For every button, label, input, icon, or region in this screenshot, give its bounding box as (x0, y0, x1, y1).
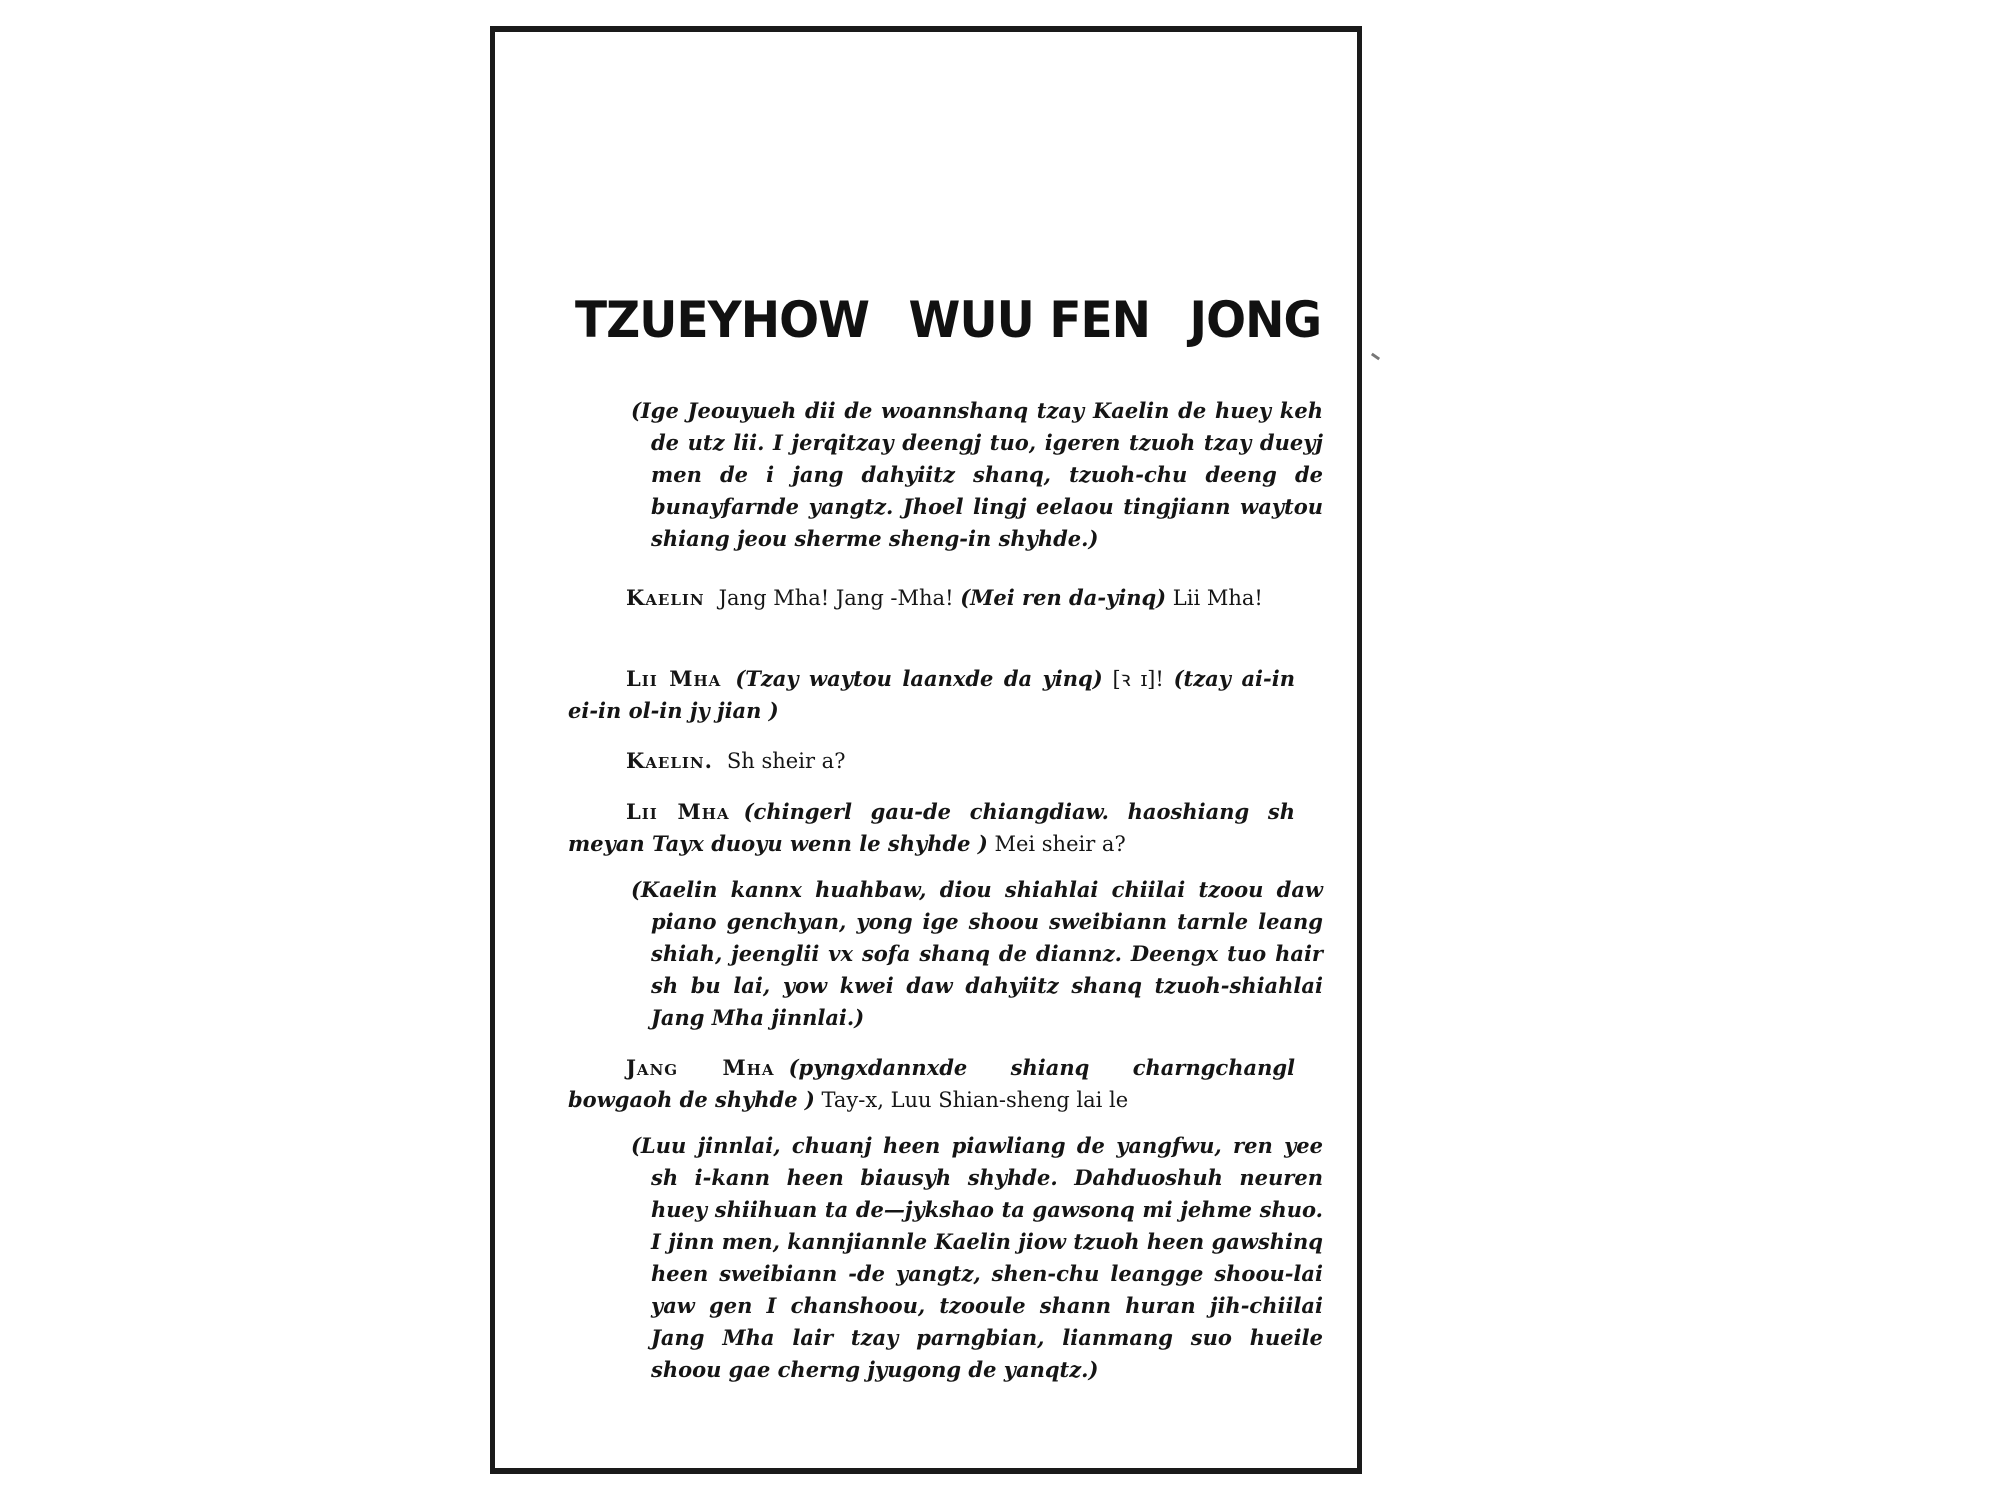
title-word-1: TZUEYHOW (575, 291, 870, 349)
dialogue-text: Mei sheir a? (987, 832, 1126, 856)
speaker-name: Jang Mha (626, 1055, 775, 1080)
inline-direction: (Tzay waytou laanxde da yinq) (735, 666, 1103, 691)
inline-direction: (pyngxdannxde shianq charngchangl bowgaoh de shyhde ) (568, 1055, 1295, 1112)
play-title (575, 285, 1322, 355)
title-word-2: WUU FEN (908, 291, 1151, 349)
dialogue-text: Lii Mha! (1166, 586, 1263, 610)
speaker-name: Kaelin (626, 585, 705, 610)
inline-direction: (Mei ren da-yinq) (960, 585, 1167, 610)
stage-direction-opening: (Ige Jeouyueh dii de woannshanq tzay Kaelin de huey keh de utz lii. I jerqitzay deengj tuo, igeren tzuoh tzay dueyj men de i jang dahyiitz shanq, tzuoh-chu deeng de bunayfarnde yangtz. Jhoel lingj eelaou tingjiann waytou shiang jeou sherme sheng-in shyhde.) (631, 398, 1323, 551)
speaker-name: Lii Mha (626, 666, 722, 691)
scan-speck (1371, 353, 1380, 361)
inline-direction: (tzay ai-in ei-in ol-in jy jian ) (568, 666, 1295, 723)
stage-direction-kaelin: (Kaelin kannx huahbaw, diou shiahlai chiilai tzoou daw piano genchyan, yong ige shoou sweibiann tarnle leang shiah, jeenglii vx sofa shanq de diannz. Deengx tuo hair sh bu lai, yow kwei daw dahyiitz shanq tzuoh-shiahlai Jang Mha jinnlai.) (631, 877, 1323, 1030)
dialogue-text: Tay-x, Luu Shian-sheng lai le (814, 1088, 1129, 1112)
dialogue-line-kaelin-1 (568, 582, 1295, 614)
speaker-name: Kaelin. (626, 748, 713, 773)
dialogue-text: [ꝛ ɪ]! (1102, 667, 1174, 691)
dialogue-line-jang-mha (568, 1052, 1295, 1116)
dialogue-line-lii-mha-2 (568, 796, 1295, 860)
dialogue-line-lii-mha-1 (568, 663, 1295, 727)
dialogue-text: Sh sheir a? (726, 749, 846, 773)
stage-direction-luu: (Luu jinnlai, chuanj heen piawliang de yangfwu, ren yee sh i-kann heen biausyh shyhde. Dahduoshuh neuren huey shiihuan ta de—jykshao ta gawsonq mi jehme shuo. I jinn men, kannjiannle Kaelin jiow tzuoh heen gawshinq heen sweibiann -de yangtz, shen-chu leangge shoou-lai yaw gen I chanshoou, tzooule shann huran jih-chiilai Jang Mha lair tzay parngbian, lianmang suo hueile shoou gae cherng jyugong de yanqtz.) (631, 1133, 1323, 1382)
inline-direction: (chingerl gau-de chiangdiaw. haoshiang sh meyan Tayx duoyu wenn le shyhde ) (568, 799, 1295, 856)
title-word-3: JONG (1189, 291, 1322, 349)
dialogue-line-kaelin-2 (568, 745, 1295, 777)
dialogue-text: Jang Mha! Jang -Mha! (718, 586, 961, 610)
speaker-name: Lii Mha (626, 799, 730, 824)
